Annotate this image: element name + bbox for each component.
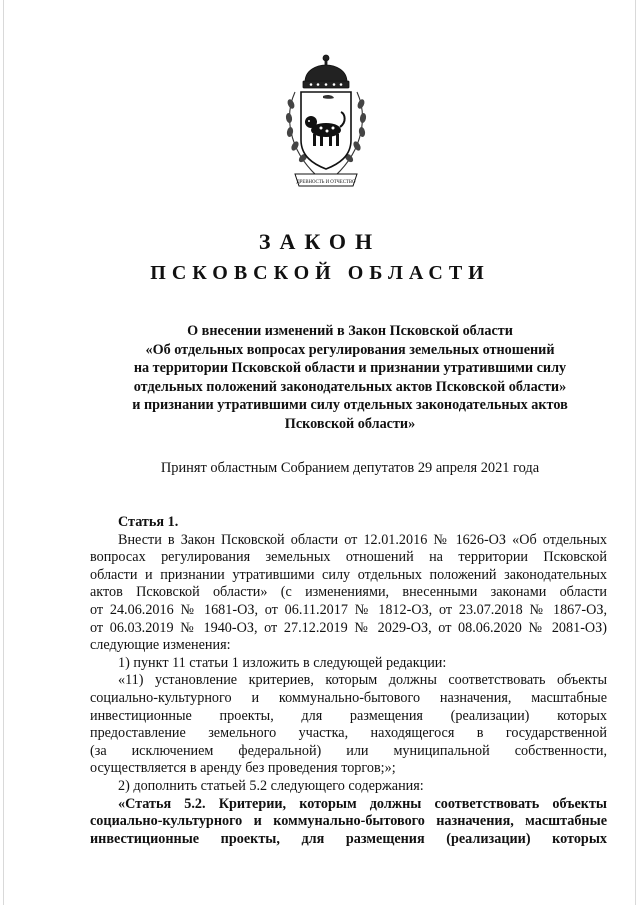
subject-line: «Об отдельных вопросах регулирования земельных отношений <box>145 341 555 358</box>
subject-line: О внесении изменений в Закон Псковской области <box>187 323 513 339</box>
body-line: актов Псковской области» (с изменениями, внесенными законами области <box>90 584 607 601</box>
body-line: предоставление земельного участка, находящегося в государственной <box>90 725 607 742</box>
body-line: социально-культурного и коммунально-бытового назначения, масштабные <box>90 689 607 706</box>
page-subtitle: ПСКОВСКОЙ ОБЛАСТИ <box>150 262 490 284</box>
body-line: «11) установление критериев, которым должны соответствовать объекты <box>118 672 607 689</box>
body-line: 2) дополнить статьей 5.2 следующего содержания: <box>118 777 424 794</box>
body-line: области и признании утратившими силу отдельных положений законодательных <box>90 566 607 583</box>
subject-line: отдельных положений законодательных актов Псковской области» <box>133 378 567 395</box>
law-subject <box>90 322 610 434</box>
body-line: 1) пункт 11 статьи 1 изложить в следующей редакции: <box>118 654 447 671</box>
body-line: социально-культурного и коммунально-бытового назначения, масштабные <box>90 813 607 830</box>
pskov-coat-of-arms-icon <box>281 52 371 192</box>
adoption-date-line: Принят областным Собранием депутатов 29 апреля 2021 года <box>160 460 540 476</box>
emblem-ribbon-text: ДРЕВНОСТЬ И ОТЧЕСТВО <box>296 180 356 185</box>
page-title: ЗАКОН <box>258 229 382 254</box>
body-line: инвестиционные проекты, для размещения (реализации) которых <box>90 707 607 724</box>
document-body <box>90 514 607 848</box>
subject-line: Псковской области» <box>284 415 416 432</box>
body-line: Внести в Закон Псковской области от 12.01.2016 № 1626-ОЗ «Об отдельных <box>118 531 607 548</box>
body-line: следующие изменения: <box>90 637 231 654</box>
page-left-edge <box>3 0 4 905</box>
page-right-edge <box>635 0 636 905</box>
article-heading: Статья 1. <box>118 514 179 530</box>
body-line: от 06.03.2019 № 1940-ОЗ, от 27.12.2019 № 2029-ОЗ, от 08.06.2020 № 2081-ОЗ) <box>90 619 607 636</box>
body-line: вопросах регулирования земельных отношений на территории Псковской <box>90 549 607 566</box>
body-line: (за исключением федеральной) или муниципальной собственности, <box>90 742 607 759</box>
body-line: «Статья 5.2. Критерии, которым должны соответствовать объекты <box>118 795 607 812</box>
subject-line: и признании утратившими силу отдельных законодательных актов <box>132 397 568 414</box>
body-line: от 24.06.2016 № 1681-ОЗ, от 06.11.2017 № 1812-ОЗ, от 23.07.2018 № 1867-ОЗ, <box>90 601 607 618</box>
subject-line: на территории Псковской области и признании утратившими силу <box>133 360 567 377</box>
body-line: осуществляется в аренду без проведения торгов;»; <box>90 760 396 777</box>
body-line: инвестиционные проекты, для размещения (реализации) которых <box>90 830 607 847</box>
